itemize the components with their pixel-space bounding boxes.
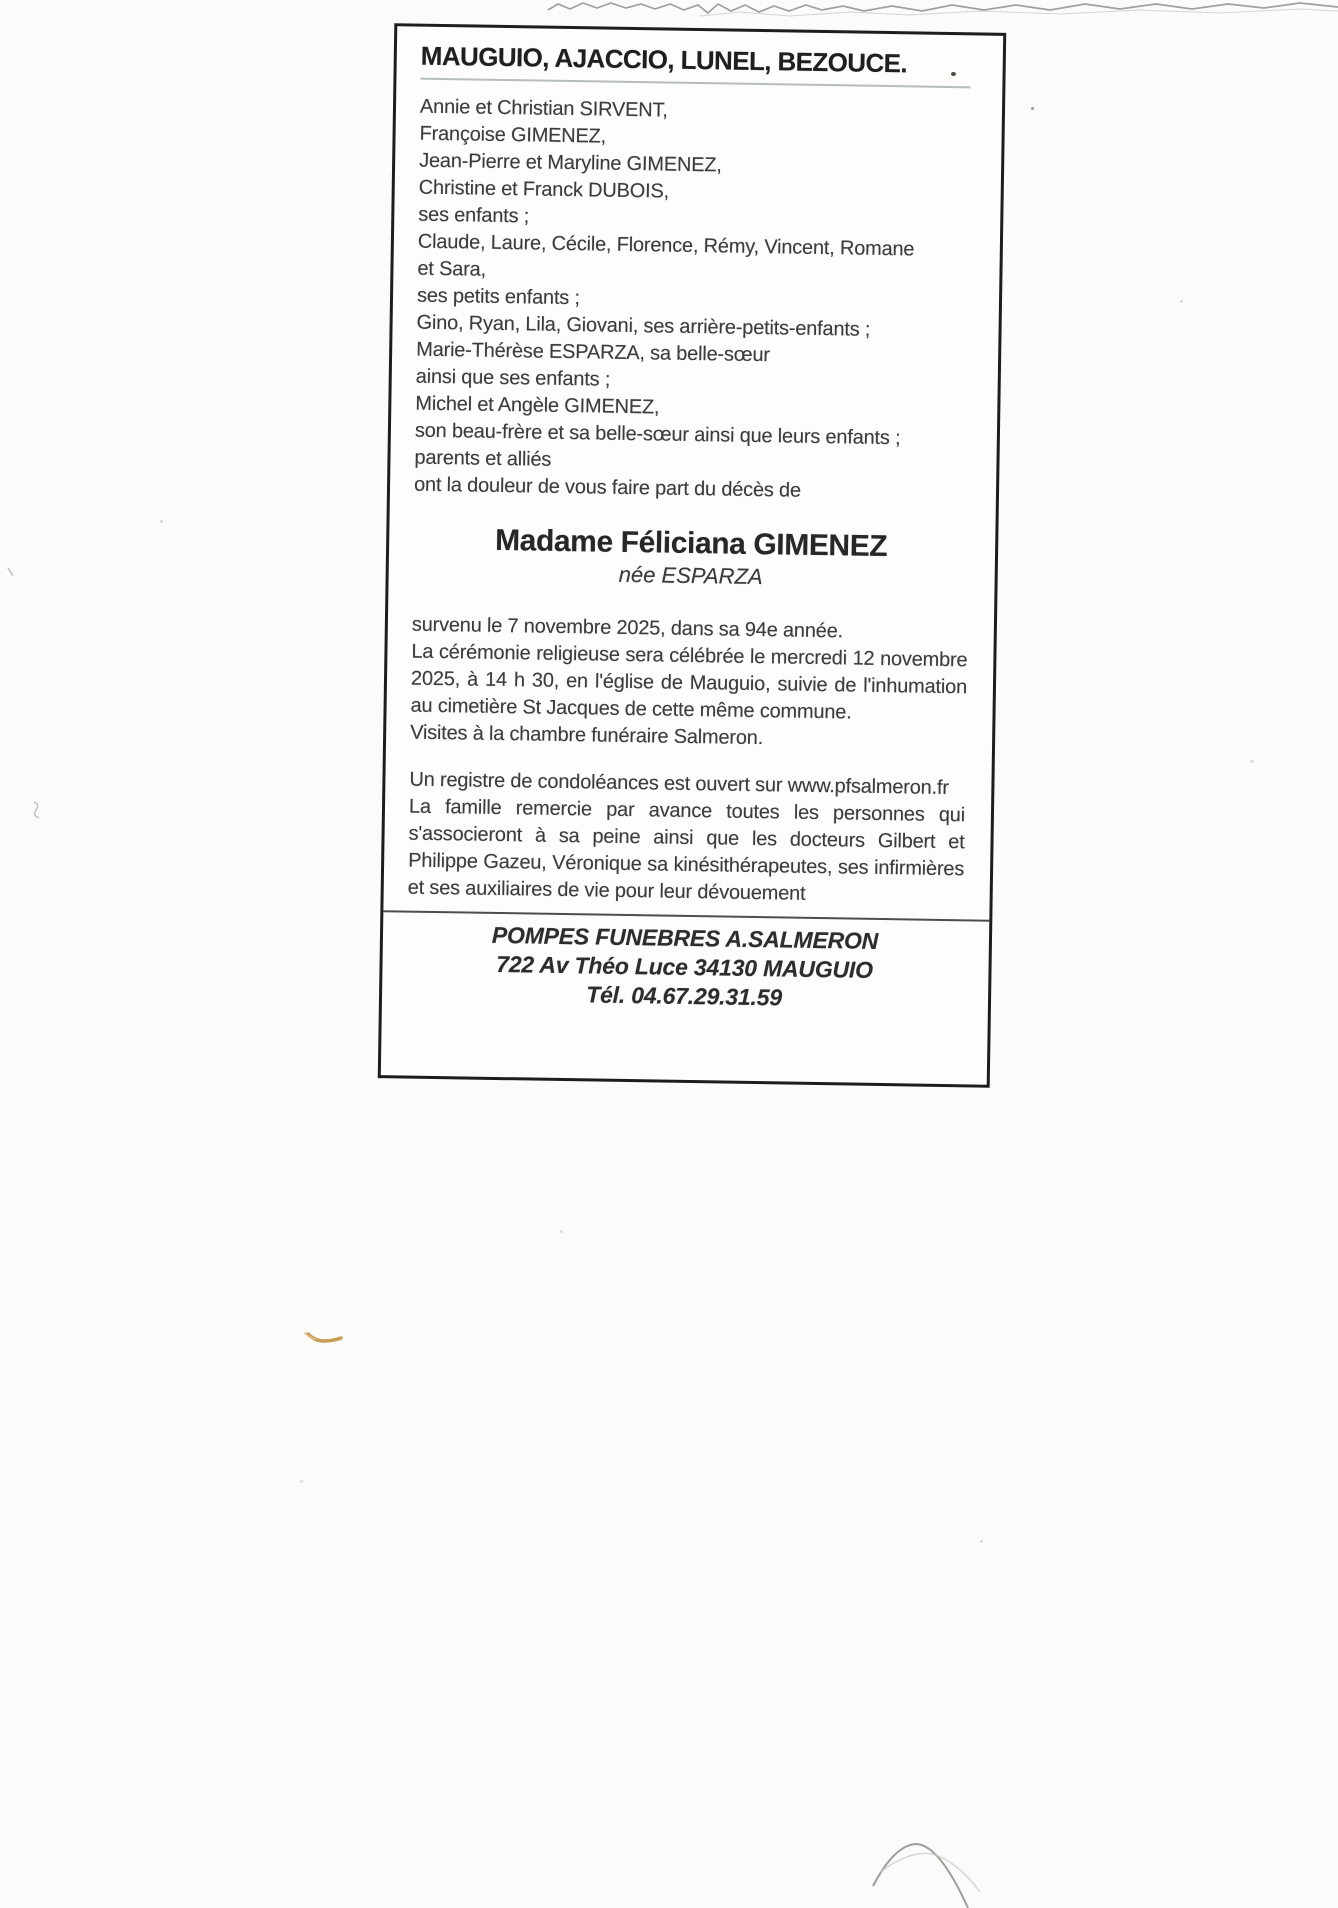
paper-speckle: [1250, 760, 1254, 763]
death-date-line: survenu le 7 novembre 2025, dans sa 94e année.: [411, 613, 844, 643]
family-list: [414, 94, 976, 508]
orange-pencil-mark-artifact: [295, 1320, 365, 1355]
title-underline: [420, 78, 970, 89]
family-line: et Sara,: [417, 257, 487, 281]
pencil-arc-artifact: [840, 1820, 1040, 1908]
family-line: Christine et Franck DUBOIS,: [418, 176, 670, 203]
family-line: son beau-frère et sa belle-sœur ainsi que leurs enfants ;: [414, 419, 901, 450]
family-line: Marie-Thérèse ESPARZA, sa belle-sœur: [416, 338, 770, 367]
notice-title: MAUGUIO, AJACCIO, LUNEL, BEZOUCE.: [420, 40, 908, 79]
maiden-name: née ESPARZA: [618, 561, 763, 590]
ceremony-paragraph: La cérémonie religieuse sera célébrée le mercredi 12 novembre 2025, à 14 h 30, en l'église de Mauguio, suivie de l'inhumation au cimetière St Jacques de cette même commune.: [410, 640, 968, 724]
family-line: ainsi que ses enfants ;: [415, 365, 611, 391]
ink-speck: [951, 72, 956, 76]
family-line: ses enfants ;: [418, 203, 530, 228]
family-line: parents et alliés: [414, 446, 552, 471]
visits-line: Visites à la chambre funéraire Salmeron.: [410, 721, 764, 750]
deceased-name-block: [412, 523, 969, 595]
family-line: Gino, Ryan, Lila, Giovani, ses arrière-petits-enfants ;: [416, 311, 871, 341]
family-line: Claude, Laure, Cécile, Florence, Rémy, Vincent, Romane: [417, 230, 915, 261]
death-notice-card: [378, 23, 1006, 1087]
paper-speckle: [980, 1540, 983, 1543]
family-line: Jean-Pierre et Maryline GIMENEZ,: [418, 149, 722, 177]
register-paragraph: Un registre de condoléances est ouvert sur www.pfsalmeron.fr: [409, 768, 949, 800]
family-line: Annie et Christian SIRVENT,: [419, 95, 668, 122]
funeral-home-block: [406, 920, 963, 1016]
stray-mark-left-artifact: [0, 550, 120, 850]
thanks-paragraph: La famille remercie par avance toutes les personnes qui s'associeront à sa peine ainsi que les docteurs Gilbert et Philippe Gazeu, Véronique sa kinésithérapeutes, ses infirmières et ses auxiliaires de vie pour leur dévouement: [407, 795, 966, 905]
paper-speckle: [1180, 300, 1183, 303]
family-line: Françoise GIMENEZ,: [419, 122, 607, 148]
family-line: Michel et Angèle GIMENEZ,: [415, 392, 660, 419]
ink-speck: [1031, 107, 1034, 110]
paper-speckle: [160, 520, 163, 523]
deceased-name: Madame Féliciana GIMENEZ: [494, 523, 888, 564]
family-line: ont la douleur de vous faire part du décès de: [413, 473, 802, 502]
paper-speckle: [300, 1480, 303, 1483]
condolence-block: [408, 767, 966, 911]
ceremony-block: [410, 612, 968, 756]
family-line: ses petits enfants ;: [416, 284, 580, 310]
funeral-home-name: POMPES FUNEBRES A.SALMERON: [491, 921, 879, 954]
funeral-home-address: 722 Av Théo Luce 34130 MAUGUIO: [496, 950, 874, 983]
funeral-home-phone: Tél. 04.67.29.31.59: [586, 981, 783, 1011]
paper-speckle: [560, 1230, 563, 1233]
